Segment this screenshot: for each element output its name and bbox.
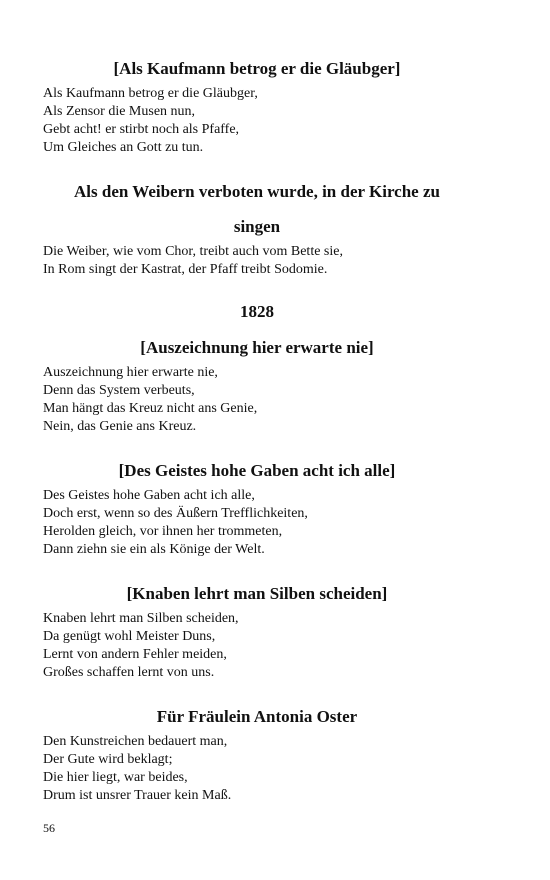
poem-line: Doch erst, wenn so des Äußern Trefflichkeiten, [43,506,308,521]
poem-oster [43,682,471,805]
poem-knaben [43,559,471,682]
poem-line: Drum ist unsrer Trauer kein Maß. [43,788,232,803]
poem-line: Als Kaufmann betrog er die Gläubger, [43,86,258,101]
poem-line: Der Gute wird beklagt; [43,752,173,767]
poem-body [43,85,471,157]
poem-line: Nein, das Genie ans Kreuz. [43,419,197,434]
poem-body [43,610,471,682]
poem-title-line-2: singen [233,217,281,236]
poem-body [43,487,471,559]
poem-line: Denn das System verbeuts, [43,383,195,398]
year-heading: 1828 [240,302,274,321]
poem-line: Als Zensor die Musen nun, [43,104,196,119]
poem-line: Die hier liegt, war beides, [43,770,188,785]
poem-line: Die Weiber, wie vom Chor, treibt auch vom Bette sie, [43,244,343,259]
poem-line: Auszeichnung hier erwarte nie, [43,365,218,380]
book-page [43,0,471,880]
poem-body [43,243,471,279]
poem-kaufmann [43,0,471,157]
poem-line: In Rom singt der Kastrat, der Pfaff treibt Sodomie. [43,262,328,277]
poem-title: [Als Kaufmann betrog er die Gläubger] [113,59,401,78]
poem-line: Lernt von andern Fehler meiden, [43,647,227,662]
poem-title: [Des Geistes hohe Gaben acht ich alle] [118,461,396,480]
poem-geistes [43,436,471,559]
poem-line: Gebt acht! er stirbt noch als Pfaffe, [43,122,240,137]
poem-weibern [43,157,471,279]
poem-line: Da genügt wohl Meister Duns, [43,629,216,644]
poem-title: [Auszeichnung hier erwarte nie] [140,338,374,357]
poem-auszeichnung [43,328,471,436]
poem-body [43,733,471,805]
year-heading-section [43,279,471,328]
poem-line: Man hängt das Kreuz nicht ans Genie, [43,401,258,416]
poem-line: Des Geistes hohe Gaben acht ich alle, [43,488,255,503]
poem-line: Den Kunstreichen bedauert man, [43,734,228,749]
poem-line: Knaben lehrt man Silben scheiden, [43,611,239,626]
poem-line: Dann ziehn sie ein als Könige der Welt. [43,542,265,557]
poem-title: Für Fräulein Antonia Oster [156,707,358,726]
poem-line: Herolden gleich, vor ihnen her trommeten, [43,524,283,539]
poem-line: Um Gleiches an Gott zu tun. [43,140,204,155]
poem-title-line-1: Als den Weibern verboten wurde, in der Kirche zu [74,182,440,201]
poem-line: Großes schaffen lernt von uns. [43,665,215,680]
poem-title: [Knaben lehrt man Silben scheiden] [126,584,388,603]
page-number: 56 [43,821,55,835]
poem-body [43,364,471,436]
